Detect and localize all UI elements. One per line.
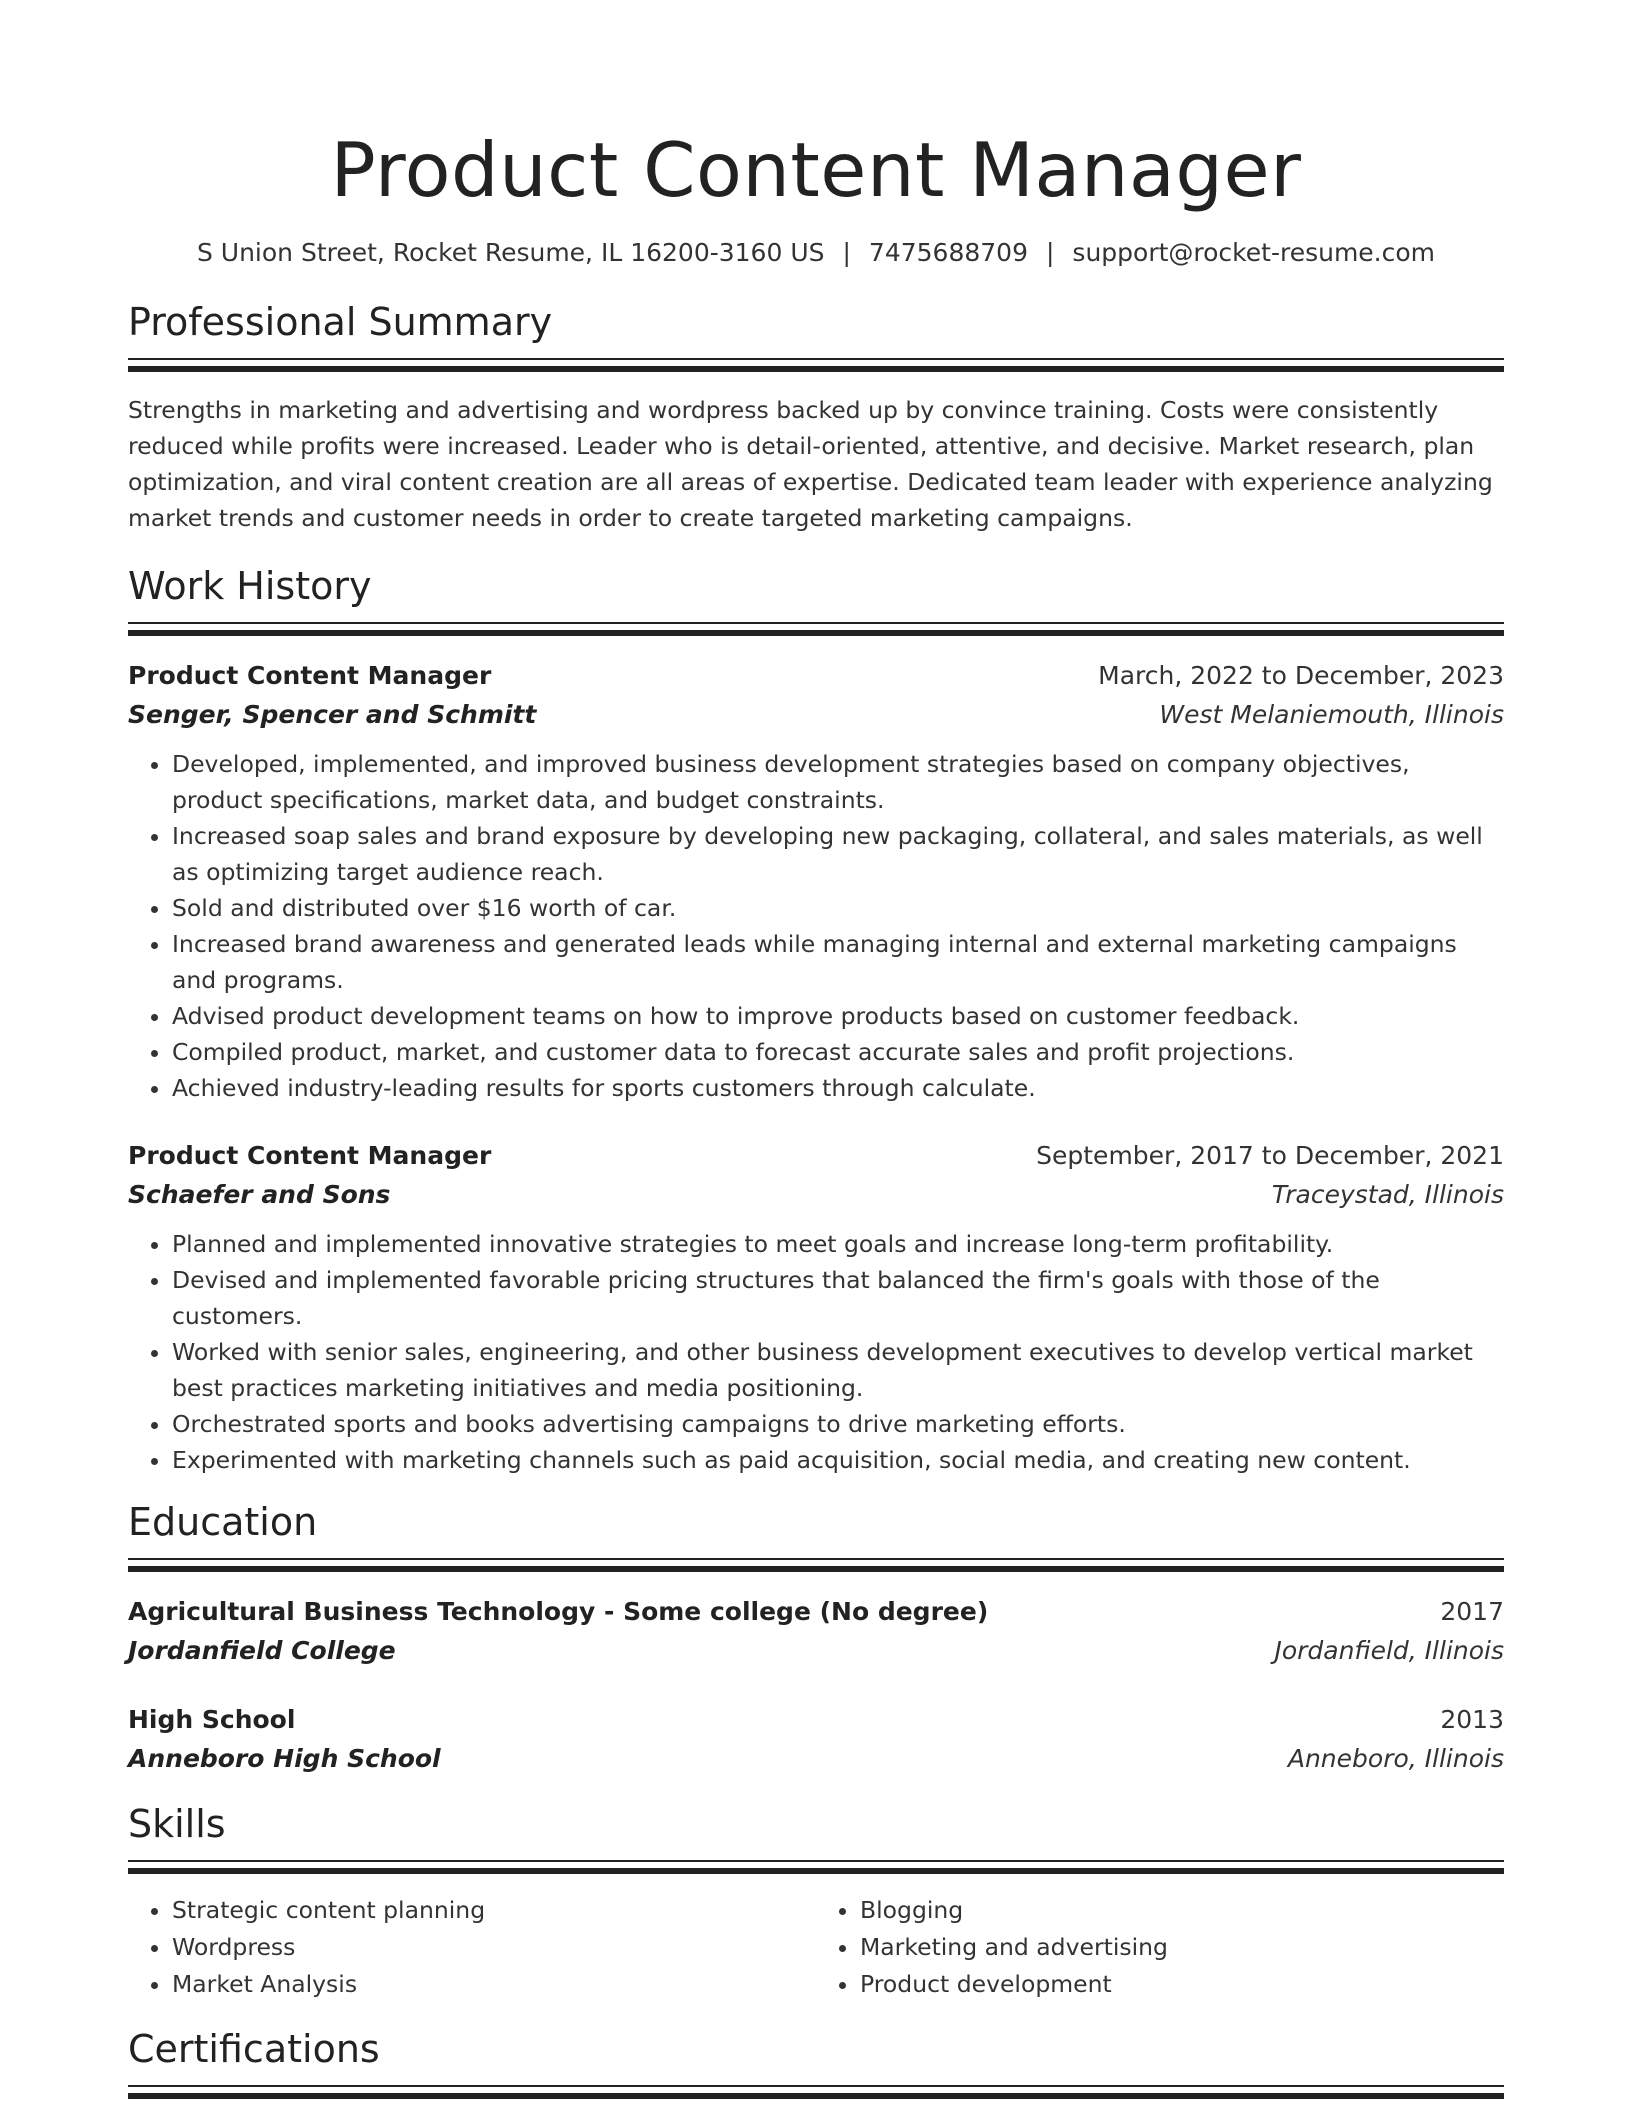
list-item: • Developed, implemented, and improved business development strategies based on company objectives, product specifications, market data, and budget constraints. <box>172 746 1504 818</box>
job-title: Product Content Manager <box>128 1141 492 1170</box>
job-bullets <box>128 1226 1504 1478</box>
summary-section <box>128 298 1504 536</box>
education-school: Jordanfield College <box>128 1636 396 1665</box>
contact-email: support@rocket-resume.com <box>1072 238 1436 267</box>
list-item: • Orchestrated sports and books advertising campaigns to drive marketing efforts. <box>172 1406 1504 1442</box>
education-school-row <box>128 1739 1504 1778</box>
job-entry <box>128 1136 1504 1478</box>
list-item: • Wordpress <box>172 1929 816 1966</box>
job-header-row <box>128 656 1504 695</box>
education-year: 2013 <box>1440 1705 1504 1734</box>
section-divider <box>128 358 1504 360</box>
job-location: West Melaniemouth, Illinois <box>1159 700 1504 729</box>
job-company-row <box>128 1175 1504 1214</box>
education-degree: Agricultural Business Technology - Some college (No degree) <box>128 1597 989 1626</box>
contact-line <box>128 236 1504 270</box>
list-item: • Planned and implemented innovative strategies to meet goals and increase long-term profitability. <box>172 1226 1504 1262</box>
job-bullets <box>128 746 1504 1106</box>
list-item: • Marketing and advertising <box>860 1929 1504 1966</box>
job-title: Product Content Manager <box>128 661 492 690</box>
education-header-row <box>128 1700 1504 1739</box>
section-heading-work: Work History <box>128 564 372 608</box>
section-divider <box>128 1558 1504 1560</box>
section-divider <box>128 1860 1504 1862</box>
education-school: Anneboro High School <box>128 1744 441 1773</box>
list-item: • Product development <box>860 1966 1504 2003</box>
list-item: • Strategic content planning <box>172 1892 816 1929</box>
section-heading-education: Education <box>128 1500 318 1544</box>
certifications-section <box>128 2025 1504 2103</box>
contact-separator: | <box>842 238 851 267</box>
job-company: Senger, Spencer and Schmitt <box>128 700 537 729</box>
list-item: • Compiled product, market, and customer data to forecast accurate sales and profit projections. <box>172 1034 1504 1070</box>
section-heading-certifications: Certifications <box>128 2027 380 2071</box>
section-heading-summary: Professional Summary <box>128 300 553 344</box>
list-item: • Advised product development teams on how to improve products based on customer feedback. <box>172 998 1504 1034</box>
summary-text: Strengths in marketing and advertising and wordpress backed up by convince training. Costs were consistently reduced while profits were increased. Leader who is detail-oriented, attentive, and decisive. Market research, plan optimization, and viral content creation are all areas of expertise. Dedicated team leader with experience analyzing market trends and customer needs in order to create targeted marketing campaigns. <box>128 396 1493 532</box>
resume-name: Product Content Manager <box>330 126 1302 214</box>
section-heading-skills: Skills <box>128 1802 226 1846</box>
list-item: • Increased brand awareness and generated leads while managing internal and external marketing campaigns and programs. <box>172 926 1504 998</box>
job-company: Schaefer and Sons <box>128 1180 391 1209</box>
list-item: • Achieved industry-leading results for sports customers through calculate. <box>172 1070 1504 1106</box>
skills-list-left <box>128 1892 816 2003</box>
skills-section <box>128 1800 1504 2003</box>
list-item: • Sold and distributed over $16 worth of car. <box>172 890 1504 926</box>
list-item: • Increased soap sales and brand exposure by developing new packaging, collateral, and sales materials, as well as optimizing target audience reach. <box>172 818 1504 890</box>
contact-phone: 7475688709 <box>868 238 1028 267</box>
job-location: Traceystad, Illinois <box>1271 1180 1504 1209</box>
education-entry <box>128 1700 1504 1778</box>
work-section <box>128 562 1504 1478</box>
education-location: Jordanfield, Illinois <box>1274 1636 1504 1665</box>
skills-list-right <box>816 1892 1504 2003</box>
job-dates: March, 2022 to December, 2023 <box>1098 661 1504 690</box>
education-year: 2017 <box>1440 1597 1504 1626</box>
contact-address: S Union Street, Rocket Resume, IL 16200-3160 US <box>196 238 825 267</box>
list-item: • Blogging <box>860 1892 1504 1929</box>
section-divider <box>128 2085 1504 2087</box>
skills-columns <box>128 1892 1504 2003</box>
education-header-row <box>128 1592 1504 1631</box>
section-divider <box>128 622 1504 624</box>
education-school-row <box>128 1631 1504 1670</box>
education-section <box>128 1498 1504 1778</box>
list-item: • Market Analysis <box>172 1966 816 2003</box>
education-degree: High School <box>128 1705 296 1734</box>
job-header-row <box>128 1136 1504 1175</box>
list-item: • Experimented with marketing channels such as paid acquisition, social media, and creating new content. <box>172 1442 1504 1478</box>
education-location: Anneboro, Illinois <box>1287 1744 1504 1773</box>
job-company-row <box>128 695 1504 734</box>
list-item: • Devised and implemented favorable pricing structures that balanced the firm's goals with those of the customers. <box>172 1262 1504 1334</box>
contact-separator: | <box>1045 238 1055 267</box>
list-item: • Worked with senior sales, engineering, and other business development executives to develop vertical market best practices marketing initiatives and media positioning. <box>172 1334 1504 1406</box>
job-dates: September, 2017 to December, 2021 <box>1036 1141 1504 1170</box>
education-entry <box>128 1592 1504 1670</box>
job-entry <box>128 656 1504 1106</box>
